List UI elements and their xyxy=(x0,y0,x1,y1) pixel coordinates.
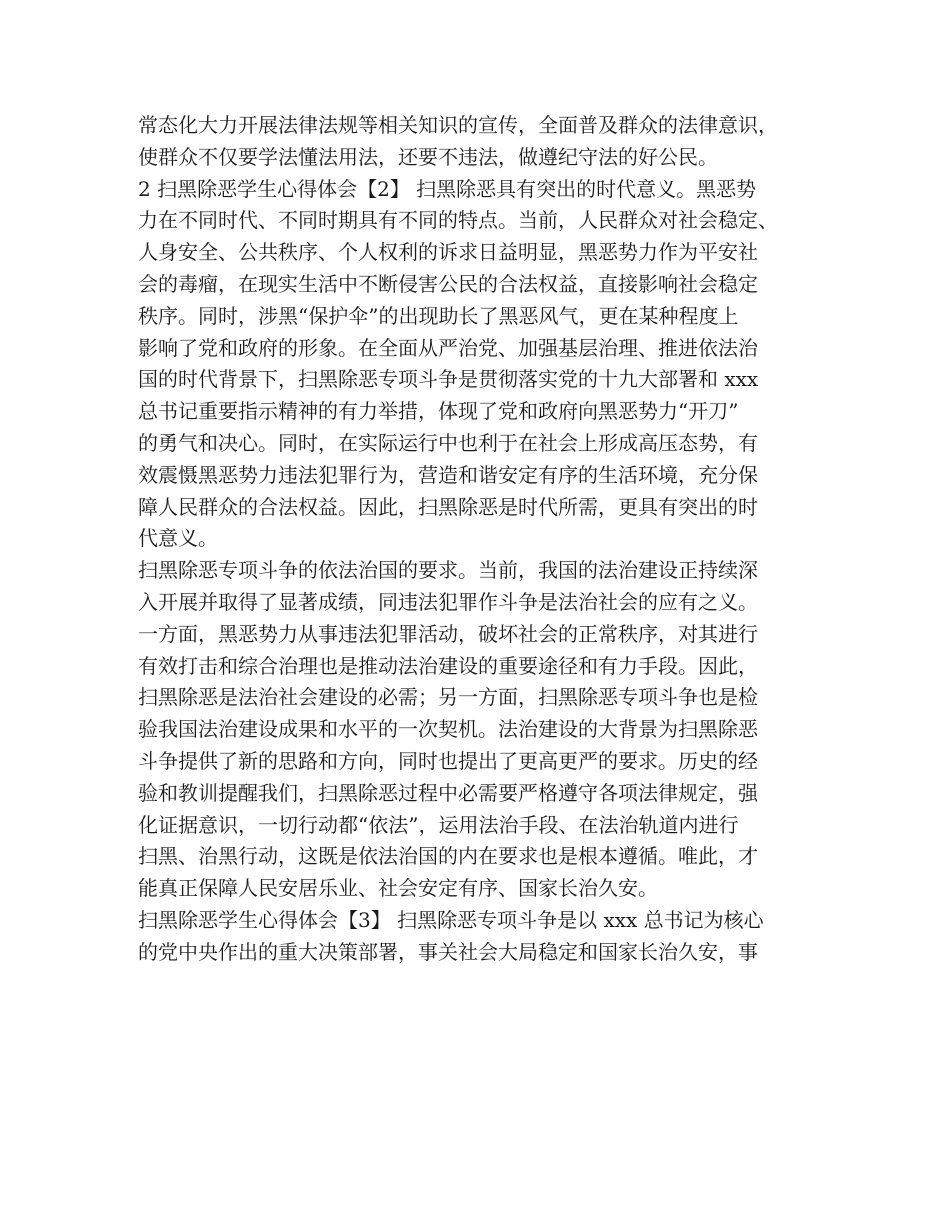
text-line: 总书记重要指示精神的有力举措，体现了党和政府向黑恶势力“开刀” xyxy=(138,399,739,424)
body-text xyxy=(138,110,828,969)
text-line: 的勇气和决心。同时，在实际运行中也利于在社会上形成高压态势，有 xyxy=(138,430,758,455)
text-line: 扫黑、治黑行动，这既是依法治国的内在要求也是根本遵循。唯此，才 xyxy=(138,844,758,869)
text-line: 入开展并取得了显著成绩，同违法犯罪作斗争是法治社会的应有之义。 xyxy=(138,589,758,614)
text-line: 影响了党和政府的形象。在全面从严治党、加强基层治理、推进依法治 xyxy=(138,335,758,360)
text-line: 力在不同时代、不同时期具有不同的特点。当前，人民群众对社会稳定、 xyxy=(138,208,778,233)
text-line: 使群众不仅要学法懂法用法，还要不违法，做遵纪守法的好公民。 xyxy=(138,144,718,169)
text-line: 化证据意识，一切行动都“依法”，运用法治手段、在法治轨道内进行 xyxy=(138,812,739,837)
text-line: 效震慑黑恶势力违法犯罪行为，营造和谐安定有序的生活环境，充分保 xyxy=(138,462,758,487)
text-line: 扫黑除恶专项斗争的依法治国的要求。当前，我国的法治建设正持续深 xyxy=(138,558,758,583)
text-line: 秩序。同时，涉黑“保护伞”的出现助长了黑恶风气，更在某种程度上 xyxy=(138,303,739,328)
text-line: 人身安全、公共秩序、个人权利的诉求日益明显，黑恶势力作为平安社 xyxy=(138,240,758,265)
text-line: 扫黑除恶是法治社会建设的必需；另一方面，扫黑除恶专项斗争也是检 xyxy=(138,685,758,710)
text-line: 障人民群众的合法权益。因此，扫黑除恶是时代所需，更具有突出的时 xyxy=(138,494,758,519)
text-line: 斗争提供了新的思路和方向，同时也提出了更高更严的要求。历史的经 xyxy=(138,748,758,773)
text-line: 有效打击和综合治理也是推动法治建设的重要途径和有力手段。因此， xyxy=(138,653,758,678)
text-line: 2 扫黑除恶学生心得体会【2】 扫黑除恶具有突出的时代意义。黑恶势 xyxy=(138,176,757,201)
text-line: 验和教训提醒我们，扫黑除恶过程中必需要严格遵守各项法律规定，强 xyxy=(138,780,758,805)
text-line: 能真正保障人民安居乐业、社会安定有序、国家长治久安。 xyxy=(138,876,658,901)
text-line: 国的时代背景下，扫黑除恶专项斗争是贯彻落实党的十九大部署和 xxx xyxy=(138,367,759,392)
text-line: 常态化大力开展法律法规等相关知识的宣传，全面普及群众的法律意识， xyxy=(138,113,778,137)
text-line: 扫黑除恶学生心得体会【3】 扫黑除恶专项斗争是以 xxx 总书记为核心 xyxy=(138,907,764,932)
text-line: 验我国法治建设成果和水平的一次契机。法治建设的大背景为扫黑除恶 xyxy=(138,717,758,742)
text-line: 的党中央作出的重大决策部署，事关社会大局稳定和国家长治久安，事 xyxy=(138,939,758,964)
text-line: 会的毒瘤，在现实生活中不断侵害公民的合法权益，直接影响社会稳定 xyxy=(138,271,758,296)
text-line: 一方面，黑恶势力从事违法犯罪活动，破坏社会的正常秩序，对其进行 xyxy=(138,621,758,646)
text-line: 代意义。 xyxy=(138,526,218,551)
